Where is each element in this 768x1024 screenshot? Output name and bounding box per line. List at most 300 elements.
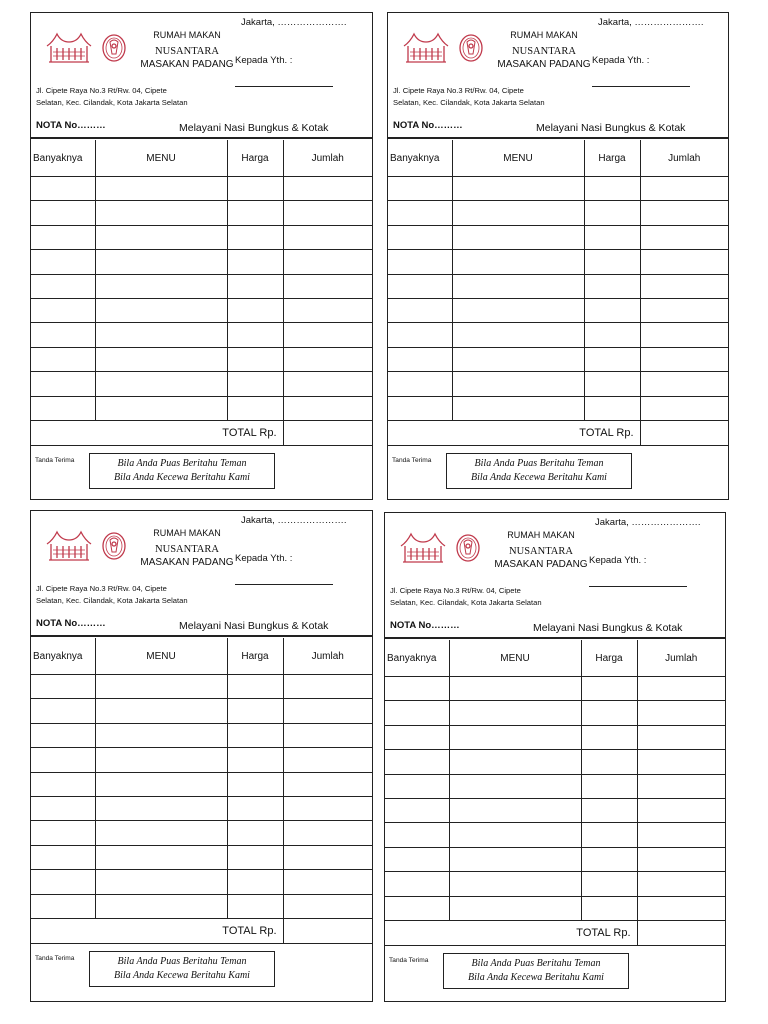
- table-row: [31, 845, 372, 869]
- table-cell: [227, 298, 283, 322]
- table-cell: [31, 699, 95, 723]
- service-tagline: Melayani Nasi Bungkus & Kotak: [179, 620, 329, 632]
- receipt-footer: [388, 446, 728, 497]
- total-value-cell: [637, 920, 725, 945]
- receipt-form: [30, 510, 373, 1002]
- table-cell: [227, 723, 283, 747]
- recipient-line: [235, 86, 333, 87]
- table-cell: [31, 225, 95, 249]
- column-header-menu: MENU: [95, 140, 227, 177]
- table-cell: [584, 177, 640, 201]
- table-cell: [385, 750, 449, 774]
- table-cell: [95, 396, 227, 420]
- table-cell: [385, 798, 449, 822]
- business-name: NUSANTARA: [155, 46, 219, 57]
- message-box: [446, 453, 632, 489]
- business-name: NUSANTARA: [155, 544, 219, 555]
- column-header-menu: MENU: [449, 640, 581, 677]
- table-row: [388, 372, 728, 396]
- table-cell: [640, 250, 728, 274]
- table-cell: [581, 798, 637, 822]
- table-row: [31, 723, 372, 747]
- receipt-header: [31, 511, 372, 638]
- table-cell: [385, 847, 449, 871]
- total-value-cell: [283, 918, 372, 943]
- city-date-field: Jakarta, ………………….: [595, 517, 701, 528]
- recipient-label: Kepada Yth. :: [235, 55, 293, 66]
- table-cell: [452, 372, 584, 396]
- table-cell: [283, 201, 372, 225]
- table-cell: [31, 177, 95, 201]
- order-table: [385, 640, 725, 946]
- receipt-footer: [31, 944, 372, 995]
- table-cell: [452, 347, 584, 371]
- receipt-footer: [385, 946, 725, 997]
- column-header-price: Harga: [227, 140, 283, 177]
- received-by-label: Tanda Terima: [389, 956, 429, 964]
- column-header-quantity: Banyaknya: [388, 140, 452, 177]
- table-cell: [283, 298, 372, 322]
- column-header-amount: Jumlah: [283, 140, 372, 177]
- service-tagline: Melayani Nasi Bungkus & Kotak: [179, 122, 329, 134]
- table-cell: [637, 750, 725, 774]
- table-row: [31, 250, 372, 274]
- table-cell: [452, 298, 584, 322]
- table-cell: [388, 250, 452, 274]
- table-cell: [95, 821, 227, 845]
- receipt-header: [31, 13, 372, 140]
- table-cell: [227, 250, 283, 274]
- table-cell: [283, 347, 372, 371]
- table-cell: [452, 177, 584, 201]
- table-cell: [227, 225, 283, 249]
- table-cell: [31, 748, 95, 772]
- column-header-menu: MENU: [452, 140, 584, 177]
- table-cell: [581, 701, 637, 725]
- table-row: [385, 896, 725, 920]
- table-cell: [227, 894, 283, 918]
- table-cell: [385, 872, 449, 896]
- table-cell: [449, 725, 581, 749]
- table-cell: [283, 396, 372, 420]
- table-cell: [227, 772, 283, 796]
- table-cell: [227, 675, 283, 699]
- table-cell: [640, 225, 728, 249]
- address-line-2: Selatan, Kec. Cilandak, Kota Jakarta Selatan: [36, 596, 188, 605]
- table-cell: [95, 274, 227, 298]
- column-header-quantity: Banyaknya: [31, 140, 95, 177]
- message-line-2: Bila Anda Kecewa Beritahu Kami: [471, 471, 607, 483]
- table-cell: [584, 225, 640, 249]
- table-cell: [452, 323, 584, 347]
- table-cell: [388, 396, 452, 420]
- restaurant-logo-icon: [400, 28, 486, 68]
- message-line-1: Bila Anda Puas Beritahu Teman: [471, 957, 601, 969]
- header-divider: [385, 637, 725, 639]
- table-cell: [640, 201, 728, 225]
- table-cell: [385, 701, 449, 725]
- cuisine-type: MASAKAN PADANG: [497, 59, 591, 70]
- address-line-1: Jl. Cipete Raya No.3 Rt/Rw. 04, Cipete: [36, 584, 167, 593]
- business-type: RUMAH MAKAN: [507, 530, 575, 540]
- table-cell: [31, 821, 95, 845]
- cuisine-type: MASAKAN PADANG: [494, 559, 588, 570]
- table-row: [385, 798, 725, 822]
- table-row: [31, 772, 372, 796]
- message-box: [89, 453, 275, 489]
- table-row: [31, 372, 372, 396]
- table-cell: [31, 274, 95, 298]
- table-cell: [581, 823, 637, 847]
- order-table: [31, 638, 372, 944]
- column-header-amount: Jumlah: [283, 638, 372, 675]
- recipient-line: [589, 586, 687, 587]
- table-cell: [227, 870, 283, 894]
- table-cell: [388, 225, 452, 249]
- table-cell: [95, 347, 227, 371]
- table-cell: [95, 699, 227, 723]
- table-cell: [385, 774, 449, 798]
- total-value-cell: [283, 420, 372, 445]
- table-cell: [95, 796, 227, 820]
- total-label: TOTAL Rp.: [385, 920, 637, 945]
- table-cell: [227, 748, 283, 772]
- order-table: [31, 140, 372, 446]
- table-cell: [31, 347, 95, 371]
- table-row: [388, 323, 728, 347]
- message-line-2: Bila Anda Kecewa Beritahu Kami: [114, 969, 250, 981]
- address: [390, 585, 590, 609]
- table-cell: [95, 675, 227, 699]
- table-row: [385, 823, 725, 847]
- table-cell: [95, 225, 227, 249]
- table-row: [385, 677, 725, 701]
- table-cell: [388, 372, 452, 396]
- table-cell: [283, 748, 372, 772]
- table-cell: [283, 250, 372, 274]
- table-cell: [452, 274, 584, 298]
- table-cell: [31, 298, 95, 322]
- column-header-price: Harga: [581, 640, 637, 677]
- table-row: [385, 847, 725, 871]
- message-line-1: Bila Anda Puas Beritahu Teman: [474, 457, 604, 469]
- table-cell: [283, 723, 372, 747]
- table-cell: [95, 723, 227, 747]
- table-cell: [283, 274, 372, 298]
- table-row: [31, 396, 372, 420]
- table-cell: [283, 796, 372, 820]
- table-cell: [283, 845, 372, 869]
- nota-number-label: NOTA No………: [36, 618, 106, 629]
- table-row: [388, 274, 728, 298]
- table-cell: [95, 894, 227, 918]
- table-cell: [31, 396, 95, 420]
- city-date-field: Jakarta, ………………….: [241, 17, 347, 28]
- table-cell: [584, 372, 640, 396]
- table-cell: [227, 201, 283, 225]
- total-row: [388, 420, 728, 445]
- table-row: [385, 701, 725, 725]
- business-type: RUMAH MAKAN: [153, 528, 221, 538]
- table-cell: [95, 845, 227, 869]
- business-name: NUSANTARA: [509, 546, 573, 557]
- table-cell: [31, 250, 95, 274]
- table-cell: [584, 201, 640, 225]
- total-row: [31, 918, 372, 943]
- message-box: [89, 951, 275, 987]
- table-cell: [31, 372, 95, 396]
- table-row: [31, 323, 372, 347]
- table-cell: [95, 250, 227, 274]
- table-cell: [581, 872, 637, 896]
- table-cell: [385, 823, 449, 847]
- address: [36, 85, 236, 109]
- table-row: [31, 870, 372, 894]
- nota-number-label: NOTA No………: [390, 620, 460, 631]
- table-row: [31, 225, 372, 249]
- message-line-1: Bila Anda Puas Beritahu Teman: [117, 955, 247, 967]
- table-row: [388, 347, 728, 371]
- table-row: [388, 201, 728, 225]
- address-line-1: Jl. Cipete Raya No.3 Rt/Rw. 04, Cipete: [36, 86, 167, 95]
- cuisine-type: MASAKAN PADANG: [140, 557, 234, 568]
- table-cell: [449, 677, 581, 701]
- table-cell: [385, 896, 449, 920]
- table-cell: [581, 847, 637, 871]
- recipient-label: Kepada Yth. :: [592, 55, 650, 66]
- table-cell: [283, 177, 372, 201]
- city-date-field: Jakarta, ………………….: [241, 515, 347, 526]
- table-row: [31, 201, 372, 225]
- total-value-cell: [640, 420, 728, 445]
- table-cell: [227, 845, 283, 869]
- message-line-2: Bila Anda Kecewa Beritahu Kami: [468, 971, 604, 983]
- table-cell: [640, 274, 728, 298]
- table-cell: [95, 870, 227, 894]
- table-cell: [95, 177, 227, 201]
- table-cell: [581, 774, 637, 798]
- recipient-line: [592, 86, 690, 87]
- table-row: [31, 177, 372, 201]
- table-row: [31, 699, 372, 723]
- table-header-row: [31, 140, 372, 177]
- table-cell: [637, 701, 725, 725]
- table-cell: [227, 699, 283, 723]
- table-cell: [449, 798, 581, 822]
- receipt-form: [387, 12, 729, 500]
- table-cell: [31, 894, 95, 918]
- table-cell: [584, 323, 640, 347]
- receipt-footer: [31, 446, 372, 497]
- received-by-label: Tanda Terima: [35, 456, 75, 464]
- table-cell: [584, 298, 640, 322]
- table-cell: [31, 323, 95, 347]
- table-cell: [449, 847, 581, 871]
- table-cell: [227, 372, 283, 396]
- table-header-row: [31, 638, 372, 675]
- business-type: RUMAH MAKAN: [153, 30, 221, 40]
- receipt-header: [388, 13, 728, 140]
- table-cell: [449, 774, 581, 798]
- table-cell: [637, 896, 725, 920]
- table-cell: [227, 177, 283, 201]
- table-row: [388, 298, 728, 322]
- table-cell: [640, 323, 728, 347]
- header-divider: [31, 635, 372, 637]
- restaurant-logo-icon: [397, 528, 483, 568]
- table-cell: [584, 347, 640, 371]
- table-cell: [449, 872, 581, 896]
- address: [36, 583, 236, 607]
- table-cell: [283, 675, 372, 699]
- table-row: [388, 177, 728, 201]
- address-line-1: Jl. Cipete Raya No.3 Rt/Rw. 04, Cipete: [393, 86, 524, 95]
- column-header-amount: Jumlah: [637, 640, 725, 677]
- recipient-label: Kepada Yth. :: [235, 553, 293, 564]
- business-type: RUMAH MAKAN: [510, 30, 578, 40]
- table-row: [388, 250, 728, 274]
- service-tagline: Melayani Nasi Bungkus & Kotak: [533, 622, 683, 634]
- column-header-menu: MENU: [95, 638, 227, 675]
- address-line-2: Selatan, Kec. Cilandak, Kota Jakarta Selatan: [393, 98, 545, 107]
- table-row: [31, 748, 372, 772]
- table-cell: [95, 201, 227, 225]
- receipt-form: [384, 512, 726, 1002]
- table-cell: [637, 774, 725, 798]
- header-divider: [388, 137, 728, 139]
- column-header-quantity: Banyaknya: [31, 638, 95, 675]
- total-label: TOTAL Rp.: [31, 420, 283, 445]
- cuisine-type: MASAKAN PADANG: [140, 59, 234, 70]
- column-header-price: Harga: [227, 638, 283, 675]
- recipient-line: [235, 584, 333, 585]
- table-cell: [95, 298, 227, 322]
- total-label: TOTAL Rp.: [31, 918, 283, 943]
- table-row: [388, 396, 728, 420]
- table-cell: [584, 250, 640, 274]
- table-cell: [388, 274, 452, 298]
- table-cell: [385, 725, 449, 749]
- table-cell: [31, 796, 95, 820]
- table-cell: [388, 347, 452, 371]
- table-row: [31, 298, 372, 322]
- table-cell: [637, 677, 725, 701]
- table-cell: [581, 896, 637, 920]
- table-cell: [640, 396, 728, 420]
- restaurant-logo-icon: [43, 28, 129, 68]
- table-cell: [637, 798, 725, 822]
- address: [393, 85, 593, 109]
- table-cell: [385, 677, 449, 701]
- table-row: [31, 675, 372, 699]
- table-cell: [452, 225, 584, 249]
- table-header-row: [385, 640, 725, 677]
- nota-number-label: NOTA No………: [36, 120, 106, 131]
- table-cell: [388, 323, 452, 347]
- table-row: [31, 821, 372, 845]
- table-cell: [95, 772, 227, 796]
- table-cell: [95, 372, 227, 396]
- receipt-header: [385, 513, 725, 640]
- table-cell: [283, 870, 372, 894]
- total-row: [385, 920, 725, 945]
- recipient-label: Kepada Yth. :: [589, 555, 647, 566]
- table-cell: [227, 274, 283, 298]
- total-label: TOTAL Rp.: [388, 420, 640, 445]
- restaurant-logo-icon: [43, 526, 129, 566]
- table-cell: [452, 201, 584, 225]
- table-cell: [95, 323, 227, 347]
- table-cell: [227, 821, 283, 845]
- table-cell: [388, 298, 452, 322]
- table-row: [385, 725, 725, 749]
- column-header-quantity: Banyaknya: [385, 640, 449, 677]
- column-header-price: Harga: [584, 140, 640, 177]
- column-header-amount: Jumlah: [640, 140, 728, 177]
- table-cell: [581, 750, 637, 774]
- table-cell: [640, 347, 728, 371]
- table-cell: [227, 796, 283, 820]
- table-cell: [31, 845, 95, 869]
- table-cell: [581, 725, 637, 749]
- table-cell: [637, 823, 725, 847]
- table-cell: [637, 872, 725, 896]
- service-tagline: Melayani Nasi Bungkus & Kotak: [536, 122, 686, 134]
- table-row: [31, 796, 372, 820]
- table-cell: [283, 323, 372, 347]
- table-header-row: [388, 140, 728, 177]
- message-line-1: Bila Anda Puas Beritahu Teman: [117, 457, 247, 469]
- table-cell: [283, 699, 372, 723]
- table-cell: [449, 823, 581, 847]
- table-cell: [584, 396, 640, 420]
- table-cell: [227, 396, 283, 420]
- table-cell: [637, 725, 725, 749]
- table-cell: [640, 298, 728, 322]
- nota-number-label: NOTA No………: [393, 120, 463, 131]
- business-name: NUSANTARA: [512, 46, 576, 57]
- table-cell: [388, 177, 452, 201]
- table-row: [385, 872, 725, 896]
- table-cell: [449, 896, 581, 920]
- table-cell: [640, 177, 728, 201]
- table-row: [388, 225, 728, 249]
- table-row: [385, 774, 725, 798]
- table-row: [31, 347, 372, 371]
- address-line-1: Jl. Cipete Raya No.3 Rt/Rw. 04, Cipete: [390, 586, 521, 595]
- table-cell: [31, 675, 95, 699]
- address-line-2: Selatan, Kec. Cilandak, Kota Jakarta Selatan: [36, 98, 188, 107]
- table-cell: [388, 201, 452, 225]
- received-by-label: Tanda Terima: [392, 456, 432, 464]
- message-line-2: Bila Anda Kecewa Beritahu Kami: [114, 471, 250, 483]
- table-cell: [31, 870, 95, 894]
- receipt-form: [30, 12, 373, 500]
- table-row: [385, 750, 725, 774]
- table-cell: [283, 225, 372, 249]
- table-cell: [95, 748, 227, 772]
- order-table: [388, 140, 728, 446]
- table-cell: [640, 372, 728, 396]
- table-cell: [581, 677, 637, 701]
- table-row: [31, 274, 372, 298]
- table-cell: [31, 772, 95, 796]
- received-by-label: Tanda Terima: [35, 954, 75, 962]
- table-cell: [283, 772, 372, 796]
- table-cell: [283, 894, 372, 918]
- table-cell: [637, 847, 725, 871]
- table-cell: [227, 347, 283, 371]
